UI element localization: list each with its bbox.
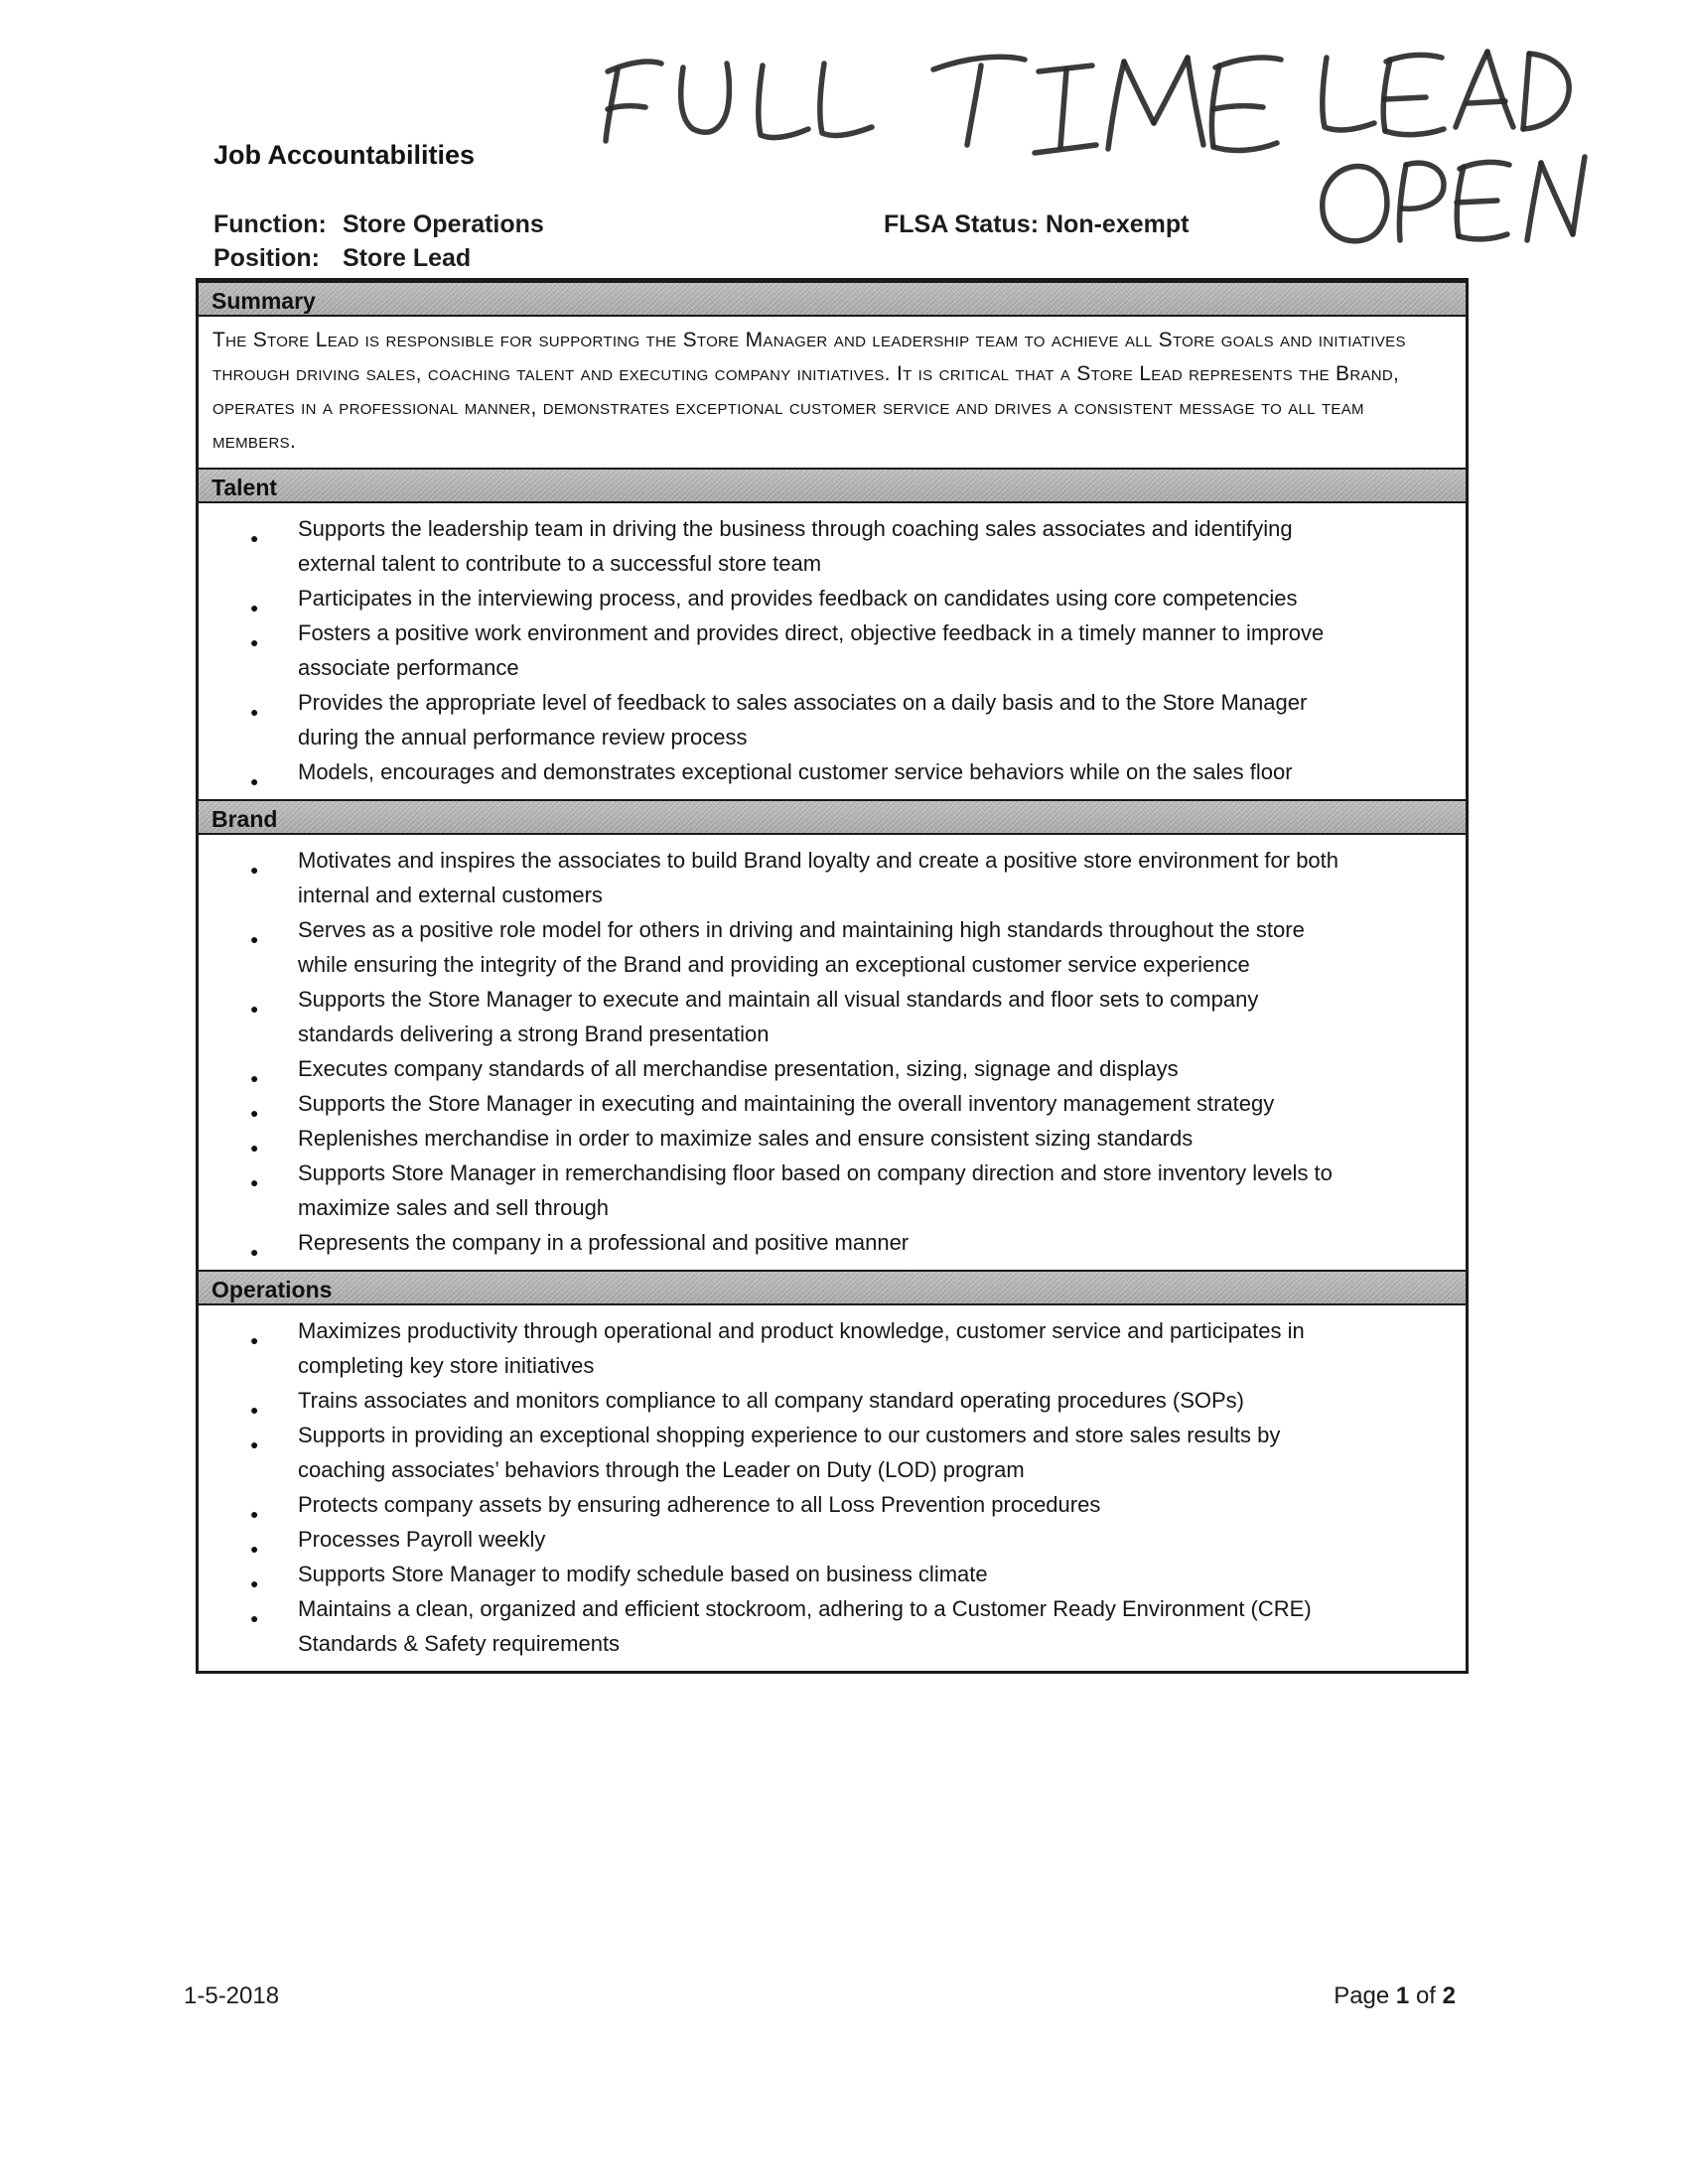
- job-section: [199, 281, 1466, 468]
- job-accountabilities-table: [196, 278, 1469, 1674]
- bullet-item: ● Processes Payroll weekly: [199, 1522, 1348, 1557]
- section-header-bar: [199, 281, 1466, 317]
- footer-of-label: of: [1415, 1982, 1436, 2009]
- bullet-item: ● Protects company assets by ensuring adherence to all Loss Prevention procedures: [199, 1487, 1348, 1522]
- section-title: Summary: [211, 288, 316, 314]
- flsa-status-label: FLSA Status:: [884, 210, 1040, 238]
- job-section: [199, 468, 1466, 799]
- bullet-list: [199, 835, 1466, 1270]
- bullet-list: [199, 503, 1466, 799]
- section-title: Brand: [211, 806, 278, 832]
- bullet-item: ● Maintains a clean, organized and efficient stockroom, adhering to a Customer Ready Environment (CRE) Standards & Safety requirements: [199, 1591, 1348, 1661]
- bullet-item: ● Replenishes merchandise in order to maximize sales and ensure consistent sizing standards: [199, 1121, 1348, 1156]
- bullet-item: ● Fosters a positive work environment and provides direct, objective feedback in a timely manner to improve associate performance: [199, 615, 1348, 685]
- section-title: Operations: [211, 1277, 333, 1302]
- bullet-item: ● Trains associates and monitors compliance to all company standard operating procedures (SOPs): [199, 1383, 1348, 1418]
- footer-page-total: 2: [1442, 1982, 1456, 2009]
- section-body: [199, 1305, 1466, 1671]
- bullet-item: ● Participates in the interviewing process, and provides feedback on candidates using core competencies: [199, 581, 1348, 615]
- section-body: [199, 835, 1466, 1270]
- summary-paragraph: The Store Lead is responsible for supporting the Store Manager and leadership team to achieve all Store goals and initiatives through driving sales, coaching talent and executing company initiatives. It is critical that a Store Lead represents the Brand, operates in a professional manner, demonstrates exceptional customer service and drives a consistent message to all team members.: [212, 329, 1406, 453]
- section-body: [199, 317, 1466, 468]
- section-title: Talent: [211, 475, 278, 500]
- handwriting-open: [1323, 157, 1585, 241]
- position-label: Position:: [213, 244, 320, 272]
- job-section: [199, 1270, 1466, 1671]
- bullet-item: ● Supports Store Manager in remerchandising floor based on company direction and store inventory levels to maximize sales and sell through: [199, 1156, 1348, 1225]
- footer-page-number: 1: [1395, 1982, 1410, 2009]
- function-value: Store Operations: [343, 210, 544, 238]
- section-header-bar: [199, 799, 1466, 835]
- bullet-item: ● Supports in providing an exceptional shopping experience to our customers and store sales results by coaching associates’ behaviors through the Leader on Duty (LOD) program: [199, 1418, 1348, 1487]
- section-header-bar: [199, 468, 1466, 503]
- section-body: [199, 503, 1466, 799]
- footer-date: 1-5-2018: [184, 1982, 280, 2009]
- page-title: Job Accountabilities: [213, 140, 476, 170]
- flsa-status-value: Non-exempt: [1046, 210, 1190, 238]
- bullet-item: ● Maximizes productivity through operational and product knowledge, customer service and participates in completing key store initiatives: [199, 1313, 1348, 1383]
- bullet-item: ● Motivates and inspires the associates to build Brand loyalty and create a positive store environment for both internal and external customers: [199, 843, 1348, 912]
- bullet-item: ● Executes company standards of all merchandise presentation, sizing, signage and displays: [199, 1051, 1348, 1086]
- section-header-bar: [199, 1270, 1466, 1305]
- bullet-item: ● Supports the leadership team in driving the business through coaching sales associates and identifying external talent to contribute to a successful store team: [199, 511, 1348, 581]
- bullet-item: ● Supports the Store Manager in executing and maintaining the overall inventory management strategy: [199, 1086, 1348, 1121]
- bullet-item: ● Provides the appropriate level of feedback to sales associates on a daily basis and to the Store Manager during the annual performance review process: [199, 685, 1348, 754]
- bullet-list: [199, 1305, 1466, 1671]
- bullet-item: ● Supports the Store Manager to execute and maintain all visual standards and floor sets to company standards delivering a strong Brand presentation: [199, 982, 1348, 1051]
- bullet-item: ● Models, encourages and demonstrates exceptional customer service behaviors while on the sales floor: [199, 754, 1348, 789]
- position-value: Store Lead: [343, 244, 472, 272]
- job-section: [199, 799, 1466, 1270]
- bullet-item: ● Serves as a positive role model for others in driving and maintaining high standards throughout the store while ensuring the integrity of the Brand and providing an exceptional customer service experience: [199, 912, 1348, 982]
- bullet-item: ● Supports Store Manager to modify schedule based on business climate: [199, 1557, 1348, 1591]
- function-label: Function:: [213, 210, 327, 238]
- bullet-item: ● Represents the company in a professional and positive manner: [199, 1225, 1348, 1260]
- handwriting-full-time-lead: [606, 52, 1569, 153]
- footer-page-indicator: [1142, 1982, 1456, 2010]
- footer-page-label: Page: [1334, 1982, 1390, 2009]
